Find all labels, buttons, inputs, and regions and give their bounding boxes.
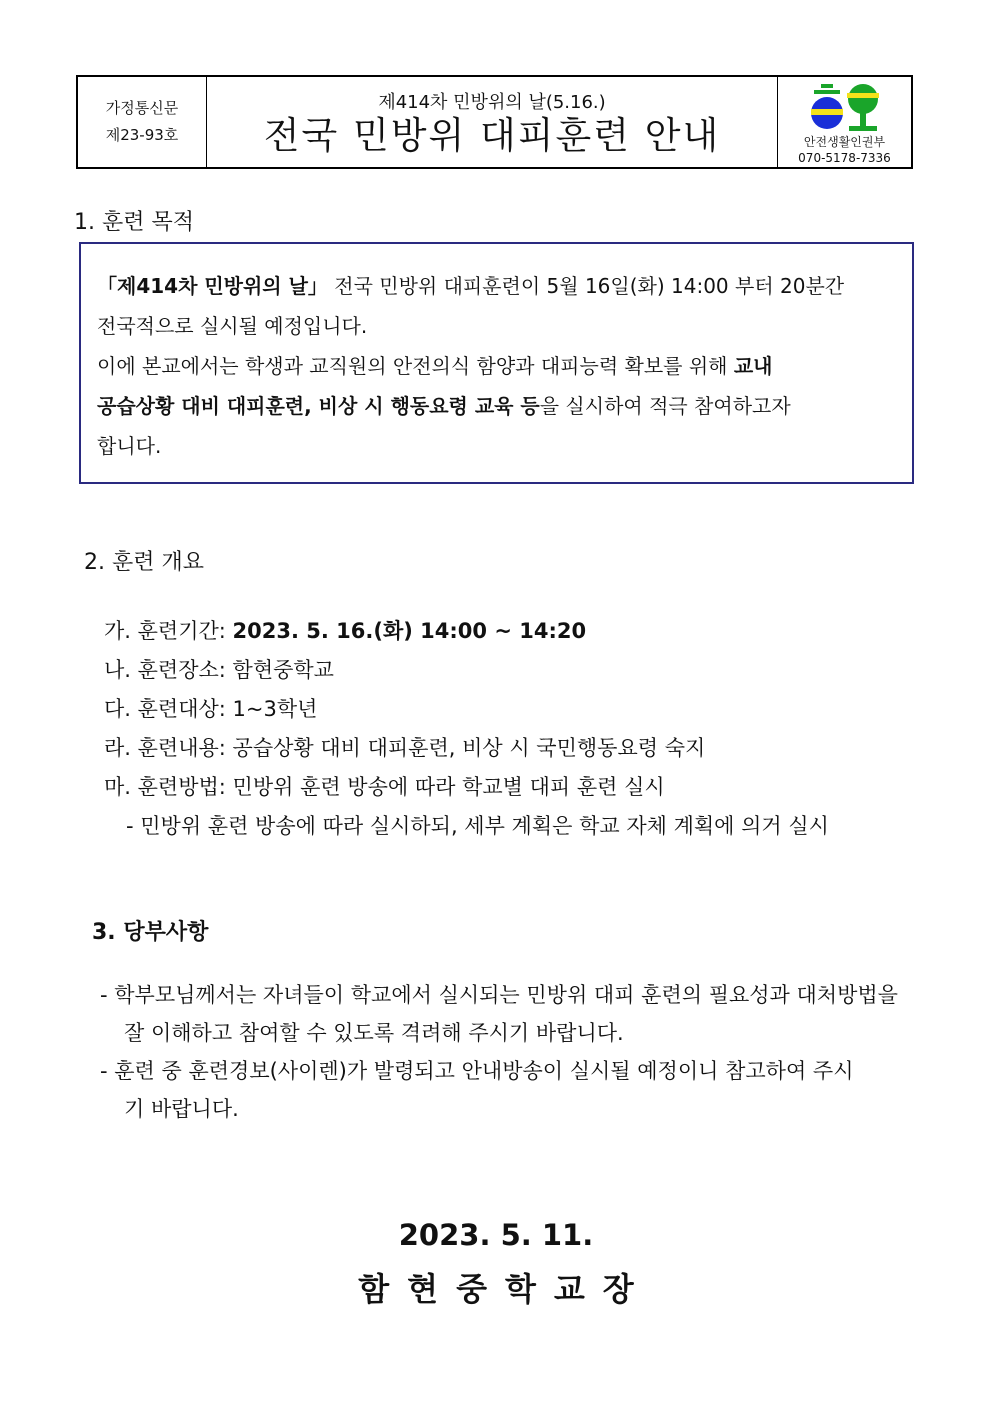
purpose-box (79, 242, 914, 484)
document-header (76, 75, 913, 169)
title-cell (207, 77, 777, 167)
overview-label: 마. 훈련방법: (104, 775, 233, 799)
overview-item-method (104, 768, 829, 807)
overview-item-content (104, 729, 829, 768)
purpose-line-1-text: 전국 민방위 대피훈련이 5월 16일(화) 14:00 부터 20분간 (334, 274, 845, 298)
drill-name: 「제414차 민방위의 날」 (97, 274, 328, 298)
subtitle: 제414차 민방위의 날(5.16.) (378, 92, 606, 113)
section3-heading: 3. 당부사항 (92, 920, 209, 945)
doc-type: 가정통신문 (105, 99, 179, 117)
notice-1-line-1: - 학부모님께서는 자녀들이 학교에서 실시되는 민방위 대피 훈련의 필요성과 대처방법을 (100, 983, 898, 1007)
overview-label: 라. 훈련내용: (104, 736, 233, 760)
purpose-line-2: 전국적으로 실시될 예정입니다. (97, 314, 368, 338)
purpose-line-4-text: 을 실시하여 적극 참여하고자 (539, 394, 791, 418)
overview-list (104, 612, 829, 846)
overview-sub-note: - 민방위 훈련 방송에 따라 실시하되, 세부 계획은 학교 자체 계획에 의거 실시 (126, 814, 829, 838)
issue-date: 2023. 5. 11. (398, 1218, 594, 1252)
overview-item-place (104, 651, 829, 690)
section2-heading: 2. 훈련 개요 (84, 550, 204, 575)
purpose-line-4 (97, 386, 900, 426)
purpose-line-3 (97, 346, 900, 386)
civil-defense-logo-icon (811, 83, 881, 135)
purpose-line-5: 합니다. (97, 434, 162, 458)
doc-id-cell (78, 77, 207, 167)
dept-phone: 070-5178-7336 (798, 151, 891, 165)
dept-name: 안전생활인권부 (803, 135, 886, 149)
overview-label: 가. 훈련기간: (104, 619, 233, 643)
overview-item-target (104, 690, 829, 729)
notice-1-line-2: 잘 이해하고 참여할 수 있도록 격려해 주시기 바랍니다. (124, 1021, 624, 1045)
overview-value: 민방위 훈련 방송에 따라 학교별 대피 훈련 실시 (232, 775, 665, 799)
doc-number: 제23-93호 (105, 126, 179, 144)
signer-name: 함현중학교장 (358, 1270, 652, 1308)
overview-value: 2023. 5. 16.(화) 14:00 ~ 14:20 (232, 619, 587, 643)
purpose-line-3-bold: 교내 (733, 354, 773, 378)
overview-label: 다. 훈련대상: (104, 697, 233, 721)
overview-value: 함현중학교 (232, 658, 334, 682)
notice-2-line-2: 기 바랍니다. (124, 1097, 239, 1121)
overview-item-period (104, 612, 829, 651)
purpose-line-4-bold: 공습상황 대비 대피훈련, 비상 시 행동요령 교육 등 (97, 394, 540, 418)
overview-value: 공습상황 대비 대피훈련, 비상 시 국민행동요령 숙지 (232, 736, 706, 760)
purpose-line-3-text: 이에 본교에서는 학생과 교직원의 안전의식 함양과 대피능력 확보를 위해 (97, 354, 728, 378)
overview-value: 1~3학년 (232, 697, 318, 721)
notice-2-line-1: - 훈련 중 훈련경보(사이렌)가 발령되고 안내방송이 실시될 예정이니 참고하여 주시 (100, 1059, 854, 1083)
section1-heading: 1. 훈련 목적 (74, 210, 194, 235)
page-title: 전국 민방위 대피훈련 안내 (263, 114, 721, 157)
notice-list (100, 976, 930, 1128)
overview-label: 나. 훈련장소: (104, 658, 233, 682)
purpose-line-1 (97, 266, 900, 306)
dept-cell (777, 77, 911, 167)
